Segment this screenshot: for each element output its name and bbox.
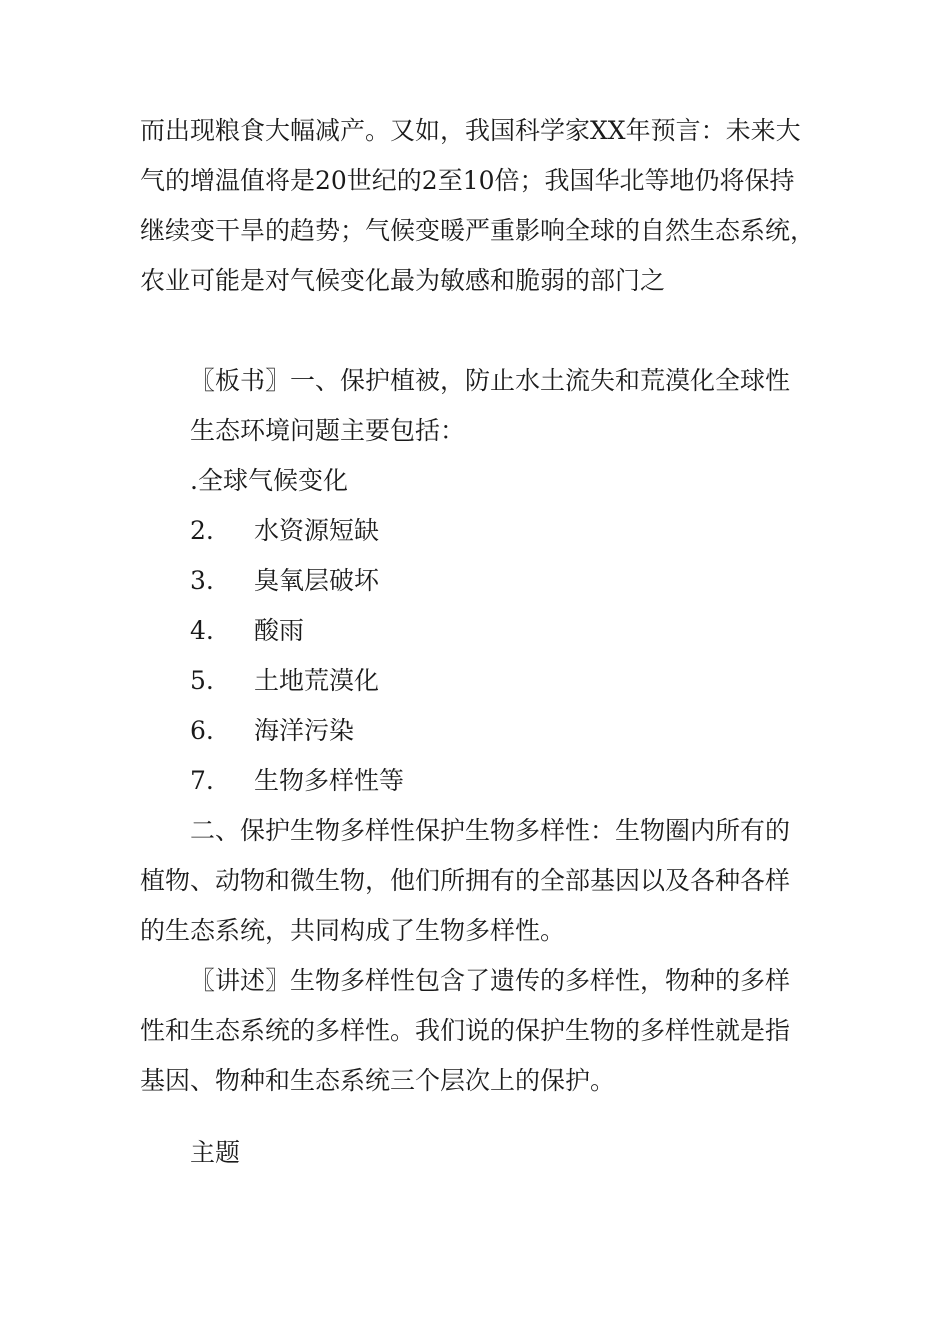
paragraph-line: 性和生态系统的多样性。我们说的保护生物的多样性就是指: [140, 1016, 791, 1045]
topic-heading: 主题: [190, 1138, 241, 1167]
paragraph-line: 气的增温值将是20世纪的2至10倍；我国华北等地仍将保持: [140, 166, 795, 195]
paragraph-line: 而出现粮食大幅减产。又如，我国科学家XX年预言：未来大: [140, 116, 801, 145]
paragraph-line: 的生态系统，共同构成了生物多样性。: [140, 916, 566, 945]
board-subtitle: 生态环境问题主要包括：: [190, 416, 466, 445]
paragraph-line: 继续变干旱的趋势；气候变暖严重影响全球的自然生态系统，: [140, 216, 816, 245]
list-item: .全球气候变化: [190, 466, 348, 495]
list-item: [190, 766, 404, 796]
list-item-number: 3.: [190, 566, 214, 595]
paragraph-line: 农业可能是对气候变化最为敏感和脆弱的部门之: [140, 266, 666, 295]
list-item-text: 酸雨: [254, 616, 305, 645]
list-item-text: 生物多样性等: [254, 766, 405, 795]
list-item: [190, 566, 379, 596]
list-item-text: 臭氧层破坏: [254, 566, 380, 595]
list-item-number: 2.: [190, 516, 214, 545]
list-item-number: 4.: [190, 616, 214, 645]
list-item: [190, 516, 379, 546]
list-item: [190, 716, 354, 746]
paragraph-line: 二、保护生物多样性保护生物多样性：生物圈内所有的: [190, 816, 791, 845]
list-item: [190, 616, 304, 646]
list-item-number: 7.: [190, 766, 214, 795]
list-item-text: 土地荒漠化: [254, 666, 380, 695]
list-item-number: 6.: [190, 716, 214, 745]
list-item-text: 水资源短缺: [254, 516, 380, 545]
board-title: 〖板书〗一、保护植被，防止水土流失和荒漠化全球性: [190, 366, 791, 395]
list-item-text: 海洋污染: [254, 716, 355, 745]
list-item-number: 5.: [190, 666, 214, 695]
paragraph-line: 〖讲述〗生物多样性包含了遗传的多样性，物种的多样: [190, 966, 791, 995]
paragraph-line: 基因、物种和生态系统三个层次上的保护。: [140, 1066, 616, 1095]
list-item: [190, 666, 379, 696]
paragraph-line: 植物、动物和微生物，他们所拥有的全部基因以及各种各样: [140, 866, 791, 895]
